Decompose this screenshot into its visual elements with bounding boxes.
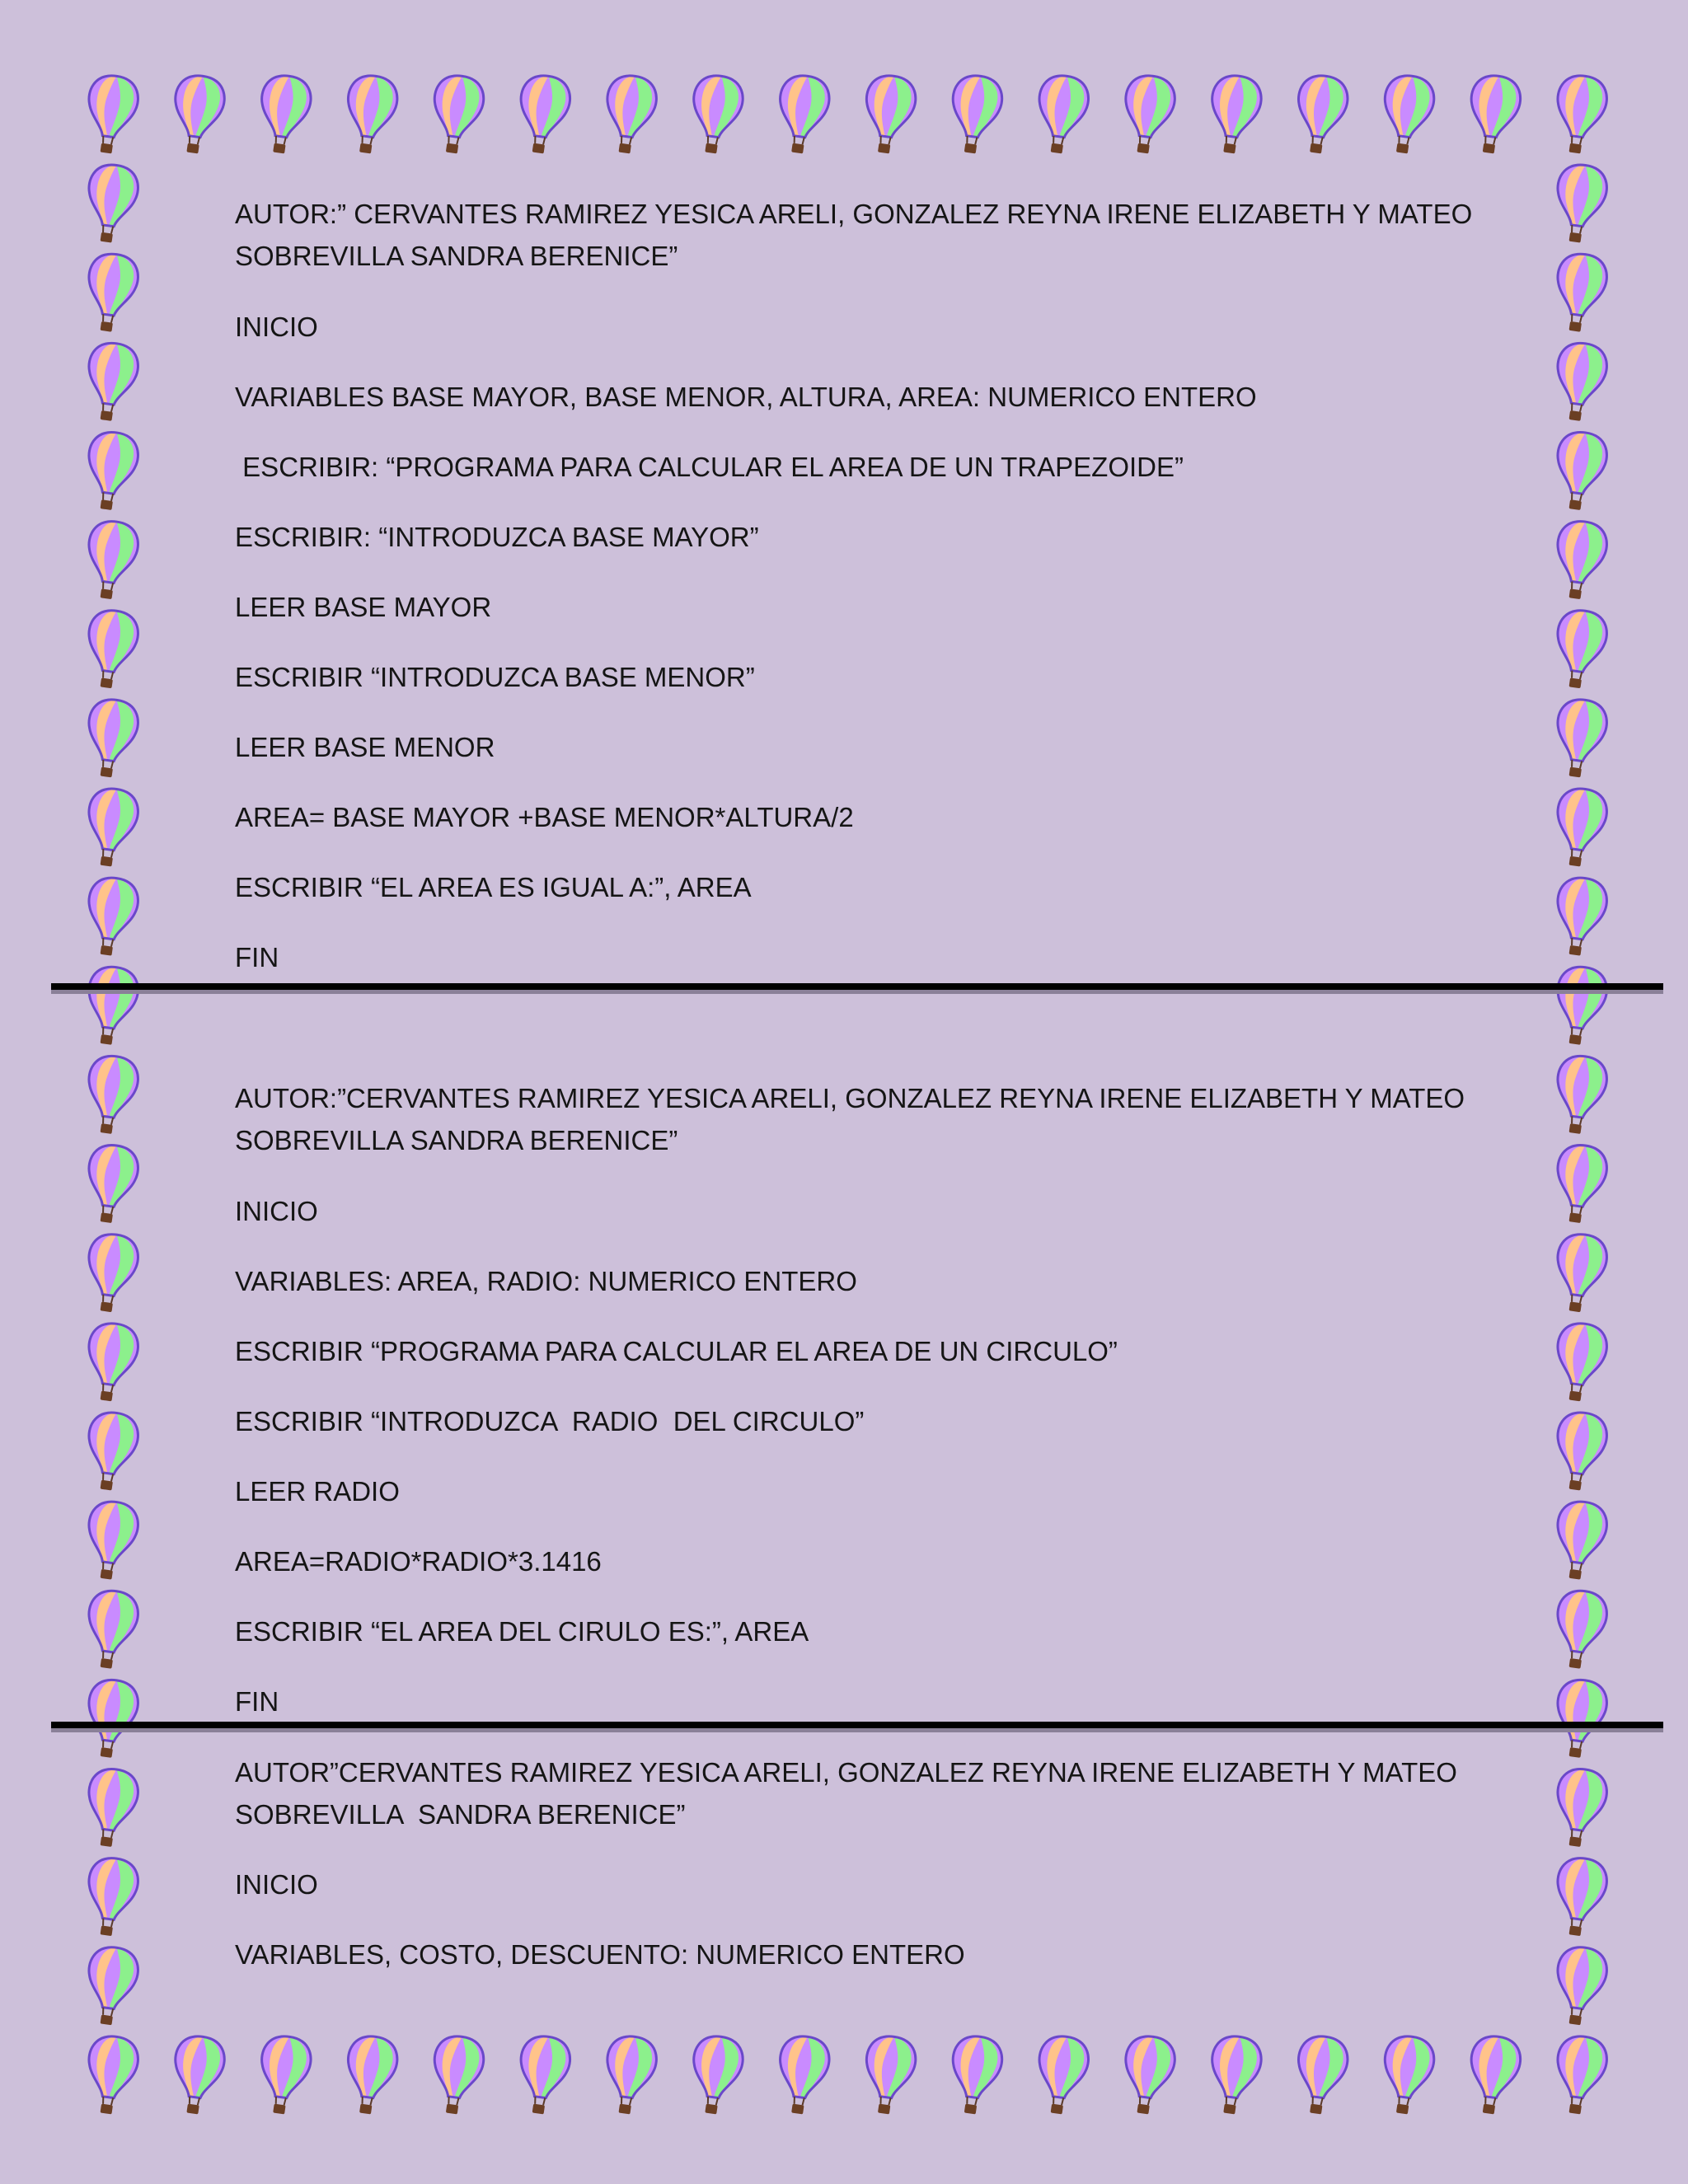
author-line: SOBREVILLA SANDRA BERENICE”: [235, 1125, 678, 1155]
hot-air-balloon-icon: [1550, 1588, 1610, 1671]
hot-air-balloon-icon: [1550, 1409, 1610, 1493]
hot-air-balloon-icon: [1550, 1053, 1610, 1137]
algorithm-step: LEER BASE MENOR: [235, 732, 495, 762]
algorithm-step: INICIO: [235, 1869, 318, 1900]
hot-air-balloon-icon: [82, 162, 141, 245]
hot-air-balloon-icon: [427, 73, 486, 156]
hot-air-balloon-icon: [1550, 1498, 1610, 1582]
hot-air-balloon-icon: [773, 2033, 832, 2116]
section-divider: [51, 1722, 1663, 1728]
hot-air-balloon-icon: [1464, 73, 1523, 156]
hot-air-balloon-icon: [255, 2033, 314, 2116]
hot-air-balloon-icon: [82, 2033, 141, 2116]
hot-air-balloon-icon: [1550, 73, 1610, 156]
hot-air-balloon-icon: [82, 1766, 141, 1849]
hot-air-balloon-icon: [1550, 2033, 1610, 2116]
hot-air-balloon-icon: [82, 1588, 141, 1671]
hot-air-balloon-icon: [859, 73, 918, 156]
hot-air-balloon-icon: [1550, 1855, 1610, 1938]
algorithm-step: ESCRIBIR “INTRODUZCA BASE MENOR”: [235, 662, 755, 692]
hot-air-balloon-icon: [82, 1498, 141, 1582]
hot-air-balloon-icon: [600, 2033, 659, 2116]
hot-air-balloon-icon: [82, 964, 141, 1047]
algorithm-step: ESCRIBIR “EL AREA ES IGUAL A:”, AREA: [235, 872, 752, 902]
hot-air-balloon-icon: [82, 785, 141, 869]
hot-air-balloon-icon: [82, 874, 141, 958]
algorithm-step: INICIO: [235, 312, 318, 342]
algorithm-step: ESCRIBIR: “INTRODUZCA BASE MAYOR”: [235, 522, 759, 552]
hot-air-balloon-icon: [82, 1409, 141, 1493]
hot-air-balloon-icon: [1550, 607, 1610, 691]
hot-air-balloon-icon: [859, 2033, 918, 2116]
hot-air-balloon-icon: [168, 2033, 227, 2116]
hot-air-balloon-icon: [687, 73, 746, 156]
hot-air-balloon-icon: [1032, 2033, 1091, 2116]
hot-air-balloon-icon: [82, 340, 141, 424]
algorithm-step: ESCRIBIR “INTRODUZCA RADIO DEL CIRCULO”: [235, 1406, 865, 1436]
hot-air-balloon-icon: [1292, 73, 1351, 156]
algorithm-step: LEER RADIO: [235, 1476, 400, 1507]
hot-air-balloon-icon: [82, 1231, 141, 1315]
hot-air-balloon-icon: [513, 73, 573, 156]
algorithm-step: ESCRIBIR: “PROGRAMA PARA CALCULAR EL AREA DE UN TRAPEZOIDE”: [235, 452, 1184, 482]
algorithm-step: FIN: [235, 1686, 279, 1717]
hot-air-balloon-icon: [427, 2033, 486, 2116]
hot-air-balloon-icon: [82, 1320, 141, 1404]
hot-air-balloon-icon: [687, 2033, 746, 2116]
hot-air-balloon-icon: [82, 429, 141, 513]
hot-air-balloon-icon: [1550, 1142, 1610, 1226]
hot-air-balloon-icon: [1550, 340, 1610, 424]
hot-air-balloon-icon: [1550, 785, 1610, 869]
hot-air-balloon-icon: [1550, 874, 1610, 958]
hot-air-balloon-icon: [1550, 429, 1610, 513]
algorithm-step: ESCRIBIR “PROGRAMA PARA CALCULAR EL AREA DE UN CIRCULO”: [235, 1336, 1118, 1366]
hot-air-balloon-icon: [82, 607, 141, 691]
hot-air-balloon-icon: [341, 2033, 401, 2116]
hot-air-balloon-icon: [1032, 73, 1091, 156]
algorithm-step: VARIABLES BASE MAYOR, BASE MENOR, ALTURA, AREA: NUMERICO ENTERO: [235, 382, 1257, 412]
hot-air-balloon-icon: [1464, 2033, 1523, 2116]
hot-air-balloon-icon: [1550, 251, 1610, 335]
hot-air-balloon-icon: [255, 73, 314, 156]
hot-air-balloon-icon: [773, 73, 832, 156]
hot-air-balloon-icon: [82, 696, 141, 780]
author-line: AUTOR:”CERVANTES RAMIREZ YESICA ARELI, GONZALEZ REYNA IRENE ELIZABETH Y MATEO: [235, 1083, 1465, 1113]
algorithm-step: ESCRIBIR “EL AREA DEL CIRULO ES:”, AREA: [235, 1616, 809, 1647]
hot-air-balloon-icon: [1118, 2033, 1178, 2116]
hot-air-balloon-icon: [945, 73, 1005, 156]
author-line: SOBREVILLA SANDRA BERENICE”: [235, 241, 678, 271]
algorithm-step: AREA= BASE MAYOR +BASE MENOR*ALTURA/2: [235, 802, 854, 832]
hot-air-balloon-icon: [1118, 73, 1178, 156]
hot-air-balloon-icon: [513, 2033, 573, 2116]
algorithm-step: FIN: [235, 942, 279, 972]
hot-air-balloon-icon: [1550, 696, 1610, 780]
algorithm-step: VARIABLES: AREA, RADIO: NUMERICO ENTERO: [235, 1266, 857, 1296]
hot-air-balloon-icon: [1550, 1677, 1610, 1760]
hot-air-balloon-icon: [82, 518, 141, 602]
hot-air-balloon-icon: [1550, 1320, 1610, 1404]
hot-air-balloon-icon: [82, 73, 141, 156]
author-line: SOBREVILLA SANDRA BERENICE”: [235, 1799, 686, 1830]
hot-air-balloon-icon: [82, 1053, 141, 1137]
author-line: AUTOR:” CERVANTES RAMIREZ YESICA ARELI, GONZALEZ REYNA IRENE ELIZABETH Y MATEO: [235, 199, 1473, 229]
hot-air-balloon-icon: [1205, 73, 1264, 156]
hot-air-balloon-icon: [82, 1142, 141, 1226]
hot-air-balloon-icon: [600, 73, 659, 156]
hot-air-balloon-icon: [945, 2033, 1005, 2116]
algorithm-step: INICIO: [235, 1196, 318, 1226]
algorithm-step: VARIABLES, COSTO, DESCUENTO: NUMERICO ENTERO: [235, 1939, 965, 1970]
hot-air-balloon-icon: [1550, 964, 1610, 1047]
section-divider: [51, 983, 1663, 990]
hot-air-balloon-icon: [1550, 1231, 1610, 1315]
hot-air-balloon-icon: [82, 1944, 141, 2027]
hot-air-balloon-icon: [1550, 1944, 1610, 2027]
hot-air-balloon-icon: [1550, 1766, 1610, 1849]
hot-air-balloon-icon: [341, 73, 401, 156]
algorithm-step: LEER BASE MAYOR: [235, 592, 492, 622]
hot-air-balloon-icon: [1377, 2033, 1437, 2116]
hot-air-balloon-icon: [82, 251, 141, 335]
hot-air-balloon-icon: [1205, 2033, 1264, 2116]
author-line: AUTOR”CERVANTES RAMIREZ YESICA ARELI, GONZALEZ REYNA IRENE ELIZABETH Y MATEO: [235, 1757, 1457, 1788]
hot-air-balloon-icon: [1550, 162, 1610, 245]
hot-air-balloon-icon: [168, 73, 227, 156]
hot-air-balloon-icon: [1292, 2033, 1351, 2116]
algorithm-step: AREA=RADIO*RADIO*3.1416: [235, 1546, 602, 1577]
hot-air-balloon-icon: [82, 1677, 141, 1760]
hot-air-balloon-icon: [82, 1855, 141, 1938]
hot-air-balloon-icon: [1377, 73, 1437, 156]
hot-air-balloon-icon: [1550, 518, 1610, 602]
